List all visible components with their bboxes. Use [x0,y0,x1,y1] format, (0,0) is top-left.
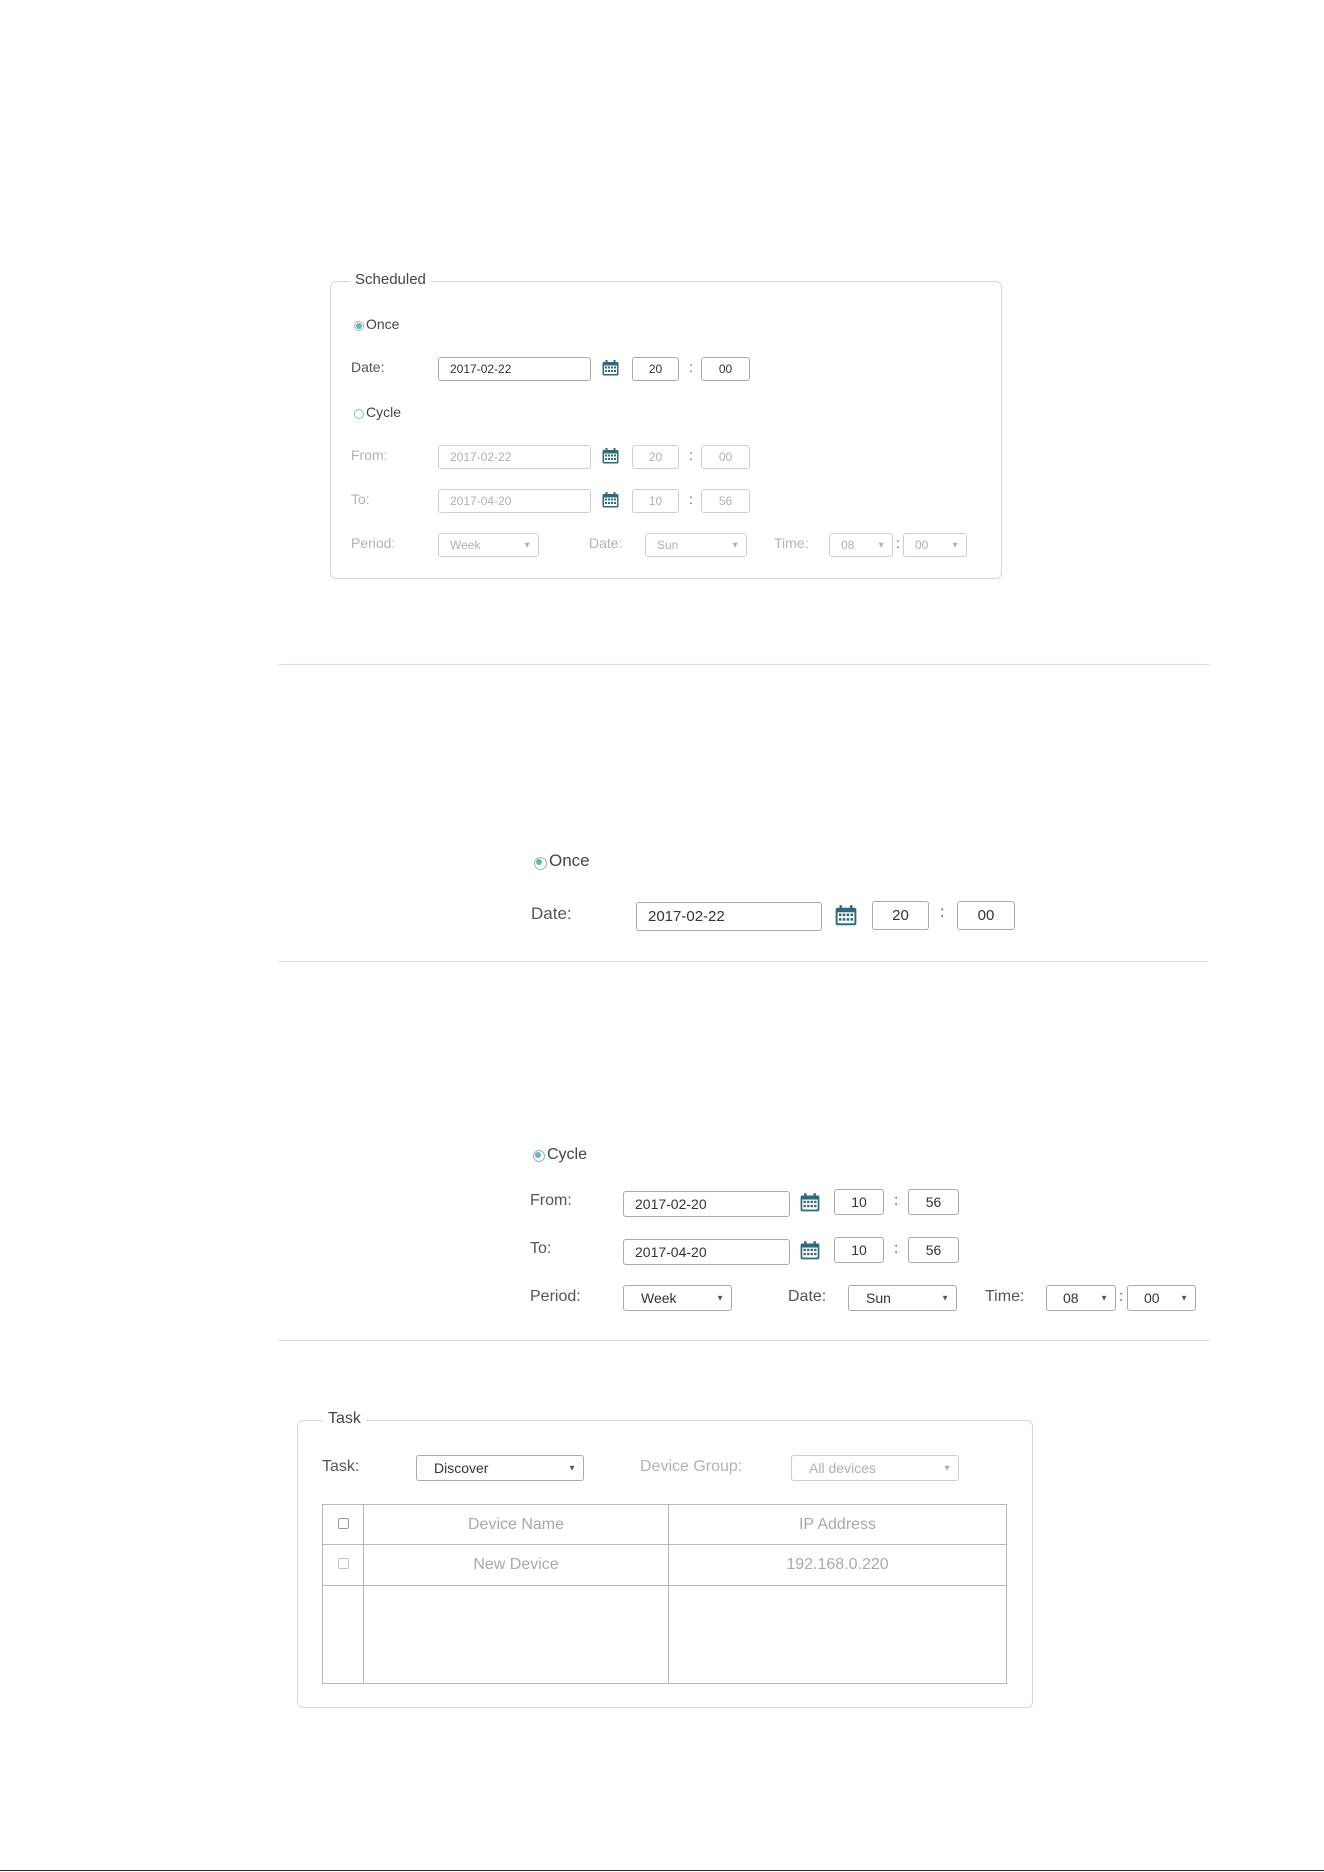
to-label: To: [351,491,370,507]
chevron-down-icon: ▼ [1180,1293,1188,1303]
time-colon: : [689,359,693,375]
to-hour-input[interactable]: 10 [834,1237,884,1263]
from-hour-input[interactable]: 20 [632,445,679,469]
time-minute-select[interactable]: 00 ▼ [1127,1285,1196,1311]
chevron-down-icon: ▼ [523,540,531,550]
date-input[interactable]: 2017-02-22 [636,902,822,931]
calendar-icon[interactable] [602,448,619,464]
task-legend: Task [323,1410,366,1428]
chevron-down-icon: ▼ [943,1463,951,1473]
divider [278,961,1208,962]
day-label: Date: [589,535,623,551]
calendar-icon[interactable] [835,905,857,926]
time-colon: : [689,447,693,463]
cycle-radio[interactable] [533,1150,545,1162]
period-label: Period: [351,535,396,551]
time-label: Time: [774,535,809,551]
from-label: From: [351,447,388,463]
period-select[interactable]: Week ▼ [438,533,539,557]
page-footer-rule [0,1870,1324,1871]
divider [278,1340,1210,1341]
chevron-down-icon: ▼ [731,540,739,550]
hour-input[interactable]: 20 [872,901,929,930]
minute-input[interactable]: 00 [957,901,1015,930]
divider [278,664,1210,665]
from-minute-input[interactable]: 00 [701,445,750,469]
date-label: Date: [351,359,385,375]
empty-cell [364,1586,669,1684]
row-checkbox-cell [323,1545,364,1586]
table-header-row [323,1505,1007,1545]
device-group-select[interactable]: All devices ▼ [791,1455,959,1481]
once-radio-label: Once [549,851,590,870]
day-select[interactable]: Sun ▼ [645,533,747,557]
scheduled-legend: Scheduled [350,271,431,288]
hour-input[interactable]: 20 [632,357,679,381]
header-checkbox-cell [323,1505,364,1545]
cycle-radio-label: Cycle [547,1146,588,1163]
to-hour-input[interactable]: 10 [632,489,679,513]
to-date-input[interactable]: 2017-04-20 [623,1239,790,1265]
to-minute-input[interactable]: 56 [701,489,750,513]
day-select[interactable]: Sun ▼ [848,1285,957,1311]
once-radio[interactable] [534,857,547,870]
chevron-down-icon: ▼ [941,1293,949,1303]
time-colon: : [689,491,693,507]
calendar-icon[interactable] [602,360,619,376]
time-colon: : [896,535,900,551]
empty-cell [669,1586,1007,1684]
from-hour-input[interactable]: 10 [834,1189,884,1215]
device-group-label: Device Group: [640,1458,743,1475]
time-hour-select[interactable]: 08 ▼ [829,533,893,557]
to-minute-input[interactable]: 56 [908,1237,959,1263]
time-hour-select[interactable]: 08 ▼ [1046,1285,1116,1311]
time-colon: : [940,904,945,921]
day-label: Date: [788,1288,827,1305]
chevron-down-icon: ▼ [716,1293,724,1303]
chevron-down-icon: ▼ [1100,1293,1108,1303]
chevron-down-icon: ▼ [877,540,885,550]
chevron-down-icon: ▼ [568,1463,576,1473]
from-date-input[interactable]: 2017-02-20 [623,1191,790,1217]
calendar-icon[interactable] [800,1193,820,1212]
from-date-input[interactable]: 2017-02-22 [438,445,591,469]
from-label: From: [530,1192,572,1209]
task-label: Task: [322,1458,360,1475]
calendar-icon[interactable] [800,1241,820,1260]
time-label: Time: [985,1288,1025,1305]
period-label: Period: [530,1288,581,1305]
calendar-icon[interactable] [602,492,619,508]
time-colon: : [894,1240,899,1257]
date-input[interactable]: 2017-02-22 [438,357,591,381]
empty-cell [323,1586,364,1684]
task-select[interactable]: Discover ▼ [416,1455,584,1481]
column-header-device-name: Device Name [364,1505,669,1545]
ip-address-cell: 192.168.0.220 [669,1545,1007,1586]
column-header-ip-address: IP Address [669,1505,1007,1545]
time-colon: : [1119,1288,1124,1305]
cycle-radio[interactable] [354,409,364,419]
row-checkbox[interactable] [338,1558,349,1569]
once-radio[interactable] [354,321,364,331]
cycle-radio-label: Cycle [366,404,402,420]
date-label: Date: [531,904,572,923]
minute-input[interactable]: 00 [701,357,750,381]
table-empty-row [323,1586,1007,1684]
from-minute-input[interactable]: 56 [908,1189,959,1215]
device-table [322,1504,1007,1684]
to-label: To: [530,1240,552,1257]
period-select[interactable]: Week ▼ [623,1285,732,1311]
device-name-cell: New Device [364,1545,669,1586]
time-colon: : [894,1192,899,1209]
time-minute-select[interactable]: 00 ▼ [903,533,967,557]
table-row[interactable] [323,1545,1007,1586]
select-all-checkbox[interactable] [338,1518,349,1529]
once-radio-label: Once [366,316,400,332]
to-date-input[interactable]: 2017-04-20 [438,489,591,513]
chevron-down-icon: ▼ [951,540,959,550]
